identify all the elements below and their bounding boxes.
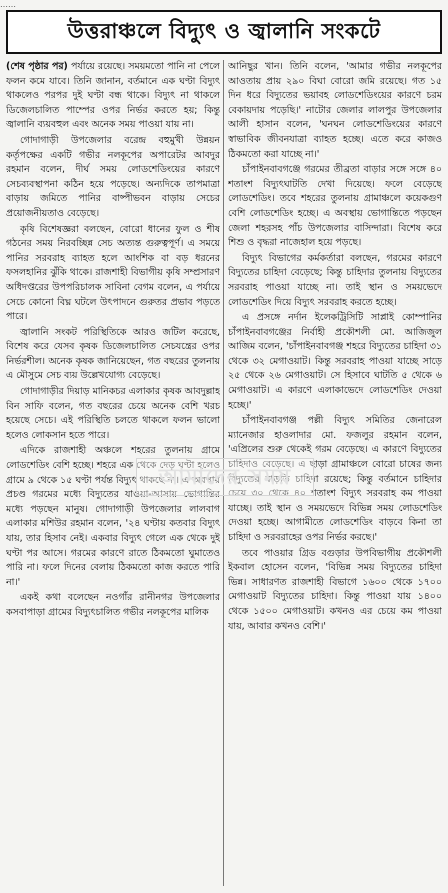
paragraph-11: এ প্রসঙ্গে নর্দান ইলেকট্রিসিটি সাপ্লাই কোম্পানির চাঁপাইনবাবগঞ্জের নির্বাহী প্রকৌশলী মো. আজিজুল আজিম বলেন, 'চাঁপাইনবাবগঞ্জ শহরে বিদ্যুতের চাহিদা ৩১ থেকে ৩২ মেগাওয়াট। কিন্তু সরবরাহ পাওয়া যাচ্ছে সাড়ে ২৫ থেকে ২৬ মেগাওয়াট। সে হিসাবে ঘাটতি ৫ থেকে ৬ মেগাওয়াট। এ কারণে এলাকাভেদে লোডশেডিং দেওয়া হচ্ছে।' (228, 312, 442, 411)
column-divider (223, 60, 224, 886)
paragraph-13: তবে পাওয়ার গ্রিড বগুড়ার উপবিভাগীয় প্রকৌশলী ইকবাল হোসেন বলেন, 'বিভিন্ন সময় বিদ্যুতের চাহিদা ভিন্ন। সাধারণত রাজশাহী বিভাগে ১৬০০ থেকে ১৭০০ মেগাওয়াট বিদ্যুতের চাহিদা। কিন্তু পাওয়া যায় ১৪০০ থেকে ১৫০০ মেগাওয়াট। কখনও এর চেয়ে কম পাওয়া যায়, আবার কখনও বেশি।' (228, 547, 442, 632)
paragraph-4: জ্বালানি সংকট পরিস্থিতিকে আরও জটিল করেছে, বিশেষ করে যেসব কৃষক ডিজেলচালিত সেচযন্ত্রের ওপর নির্ভরশীল। অনেক কৃষক জানিয়েছেন, গত বছরের তুলনায় এ মৌসুমে সেচ ব্যয় উল্লেখযোগ্য বেড়েছে। (6, 326, 220, 382)
article-headline (6, 10, 442, 54)
continued-tag: (শেষ পৃষ্ঠার পর) (6, 61, 68, 72)
paragraph-1 (6, 60, 220, 133)
paragraph-10: বিদ্যুৎ বিভাগের কর্মকর্তারা বলছেন, গরমের কারণে বিদ্যুতের চাহিদা বেড়েছে; কিন্তু চাহিদার তুলনায় বিদ্যুতের সরবরাহ পাওয়া যাচ্ছে না। তাই স্থান ও সময়ভেদে লোডশেডিং দিয়ে বিদ্যুৎ সরবরাহ করতে হচ্ছে। (228, 252, 442, 308)
left-column (6, 60, 220, 888)
top-cropped-strip: …… (0, 0, 16, 9)
paragraph-6: এদিকে রাজশাহী অঞ্চলে শহরের তুলনায় গ্রামে লোডশেডিং বেশি হচ্ছে। শহরে এক থেকে দেড় ঘণ্টা হলেও গ্রামে ৯ থেকে ১৫ ঘণ্টা পর্যন্ত বিদ্যুৎ থাকছে না। এ অবস্থায় প্রচণ্ড গরমের মধ্যে বিদ্যুতের যাওয়া-আসায় ভোগান্তির মধ্যে পড়ছেন মানুষ। গোদাগাড়ী উপজেলার লালবাগ এলাকার মশিউর রহমান বলেন, '২৪ ঘণ্টায় কতবার বিদ্যুৎ যায়, তার হিসাব নেই। একবার বিদ্যুৎ গেলে এক থেকে দুই ঘণ্টা পর আসে। গরমের কারণে রাতে ঠিকমতো ঘুমাতেও পারি না। ফলে দিনের বেলায় ঠিকমতো কাজ করতে পারি না।' (6, 445, 220, 588)
paragraph-5: গোদাগাড়ীর দিয়াড় মানিকচর এলাকার কৃষক আবদুল্লাহ বিন সাফি বলেন, গত বছরের চেয়ে অনেক বেশি খরচ হয়েছে সেচে। এই পরিস্থিতি চলতে থাকলে ফলন ভালো হলেও লোকসান হতে পারে। (6, 386, 220, 441)
paragraph-3: কৃষি বিশেষজ্ঞরা বলছেন, বোরো ধানের ফুল ও শীষ গঠনের সময় নিরবচ্ছিন্ন সেচ অত্যন্ত গুরুত্বপূর্ণ। এ সময়ে পানির সরবরাহ ব্যাহত হলে আংশিক বা বড় ধরনের ফসলহানির ঝুঁকি থাকে। রাজশাহী বিভাগীয় কৃষি সম্প্রসারণ অধিদপ্তরের উপপরিচালক সাবিনা বেগম বলেন, এ পর্যায়ে সেচে কোনো বিঘ্ন ঘটলে উৎপাদনে গুরুতর প্রভাব পড়তে পারে। (6, 223, 220, 323)
paragraph-2: গোদাগাড়ী উপজেলার বরেন্দ্র বহুমুখী উন্নয়ন কর্তৃপক্ষের একটি গভীর নলকূপের অপারেটর আবদুর রহমান বলেন, দীর্ঘ সময় লোডশেডিংয়ের কারণে সেচব্যবস্থাপনা কঠিন হয়ে পড়েছে। অন্যদিকে তাপমাত্রা বাড়ায় জমিতে পানির বাষ্পীভবন বাড়ায় সেচের প্রয়োজনীয়তাও বেড়েছে। (6, 134, 220, 219)
right-column (228, 60, 442, 888)
headline-text: উত্তরাঞ্চলে বিদ্যুৎ ও জ্বালানি সংকটে (67, 17, 381, 43)
paragraph-7: একই কথা বলেছেন নওগাঁর রানীনগর উপজেলার কসবাপাড়া গ্রামের বিদ্যুৎচালিত গভীর নলকূপের মালিক (6, 592, 220, 618)
paragraph-9: চাঁপাইনবাবগঞ্জে গরমের তীব্রতা বাড়ার সঙ্গে সঙ্গে ৪০ শতাংশ বিদ্যুৎঘাটতি দেখা দিয়েছে। ফলে বেড়েছে লোডশেডিং। তবে শহরের তুলনায় গ্রামাঞ্চলে কয়েকগুণ বেশি লোডশেডিং হচ্ছে। এ অবস্থায় ভোগান্তিতে পড়ছেন জেলা শহরসহ পাঁচ উপজেলার বাসিন্দারা। বিশেষ করে শিশু ও বৃদ্ধরা নাজেহাল হয়ে পড়ছে। (228, 164, 442, 249)
paragraph-12: চাঁপাইনবাবগঞ্জ পল্লী বিদ্যুৎ সমিতির জেনারেল ম্যানেজার হাওলাদার মো. ফজলুর রহমান বলেন, 'এপ্রিলের শুরু থেকেই গরম বেড়েছে। এ কারণে বিদ্যুতের চাহিদাও বেড়েছে। এ ছাড়া গ্রামাঞ্চলে বোরো চাষের জন্য বিদ্যুতের বাড়তি চাহিদা রয়েছে; কিন্তু বর্তমানে চাহিদার চেয়ে ৩০ থেকে ৪০ শতাংশ বিদ্যুৎ সরবরাহ কম পাওয়া যাচ্ছে। তাই স্থান ও সময়ভেদে বিভিন্ন সময় লোডশেডিং দেওয়া হচ্ছে। আগামীতে লোডশেডিং বাড়বে কিনা তা চাহিদা ও সরবরাহের ওপর নির্ভর করছে।' (228, 415, 442, 543)
publisher-watermark: আমাদের সময় (136, 458, 314, 496)
paragraph-text: পর্যায়ে রয়েছে। সময়মতো পানি না পেলে ফলন কমে যাবে। তিনি জানান, বর্তমানে এক ঘণ্টা বিদ্যুৎ থাকলেও পরপর দুই ঘণ্টা বন্ধ থাকে। বিদ্যুৎ না থাকলে ডিজেলচালিত পাম্পের ওপর নির্ভর করতে হয়; কিন্তু জ্বালানি ব্যয়বহুল এবং অনেক সময় পাওয়া যায় না। (6, 61, 220, 131)
paragraph-8: আনিছুর খান। তিনি বলেন, 'আমার গভীর নলকূপের আওতায় প্রায় ২৯০ বিঘা বোরো জমি রয়েছে। গত ১৫ দিন ধরে বিদ্যুতের ভয়াবহ লোডশেডিংয়ের কারণে চরম বেকায়দায় পড়েছি।' নাটোর জেলার লালপুর উপজেলার আলী হাসান বলেন, 'ঘনঘন লোডশেডিংয়ের কারণে স্বাভাবিক জীবনযাত্রা ব্যাহত হচ্ছে। এতে করে কাজও ঠিকমতো করা যাচ্ছে না।' (228, 61, 442, 160)
